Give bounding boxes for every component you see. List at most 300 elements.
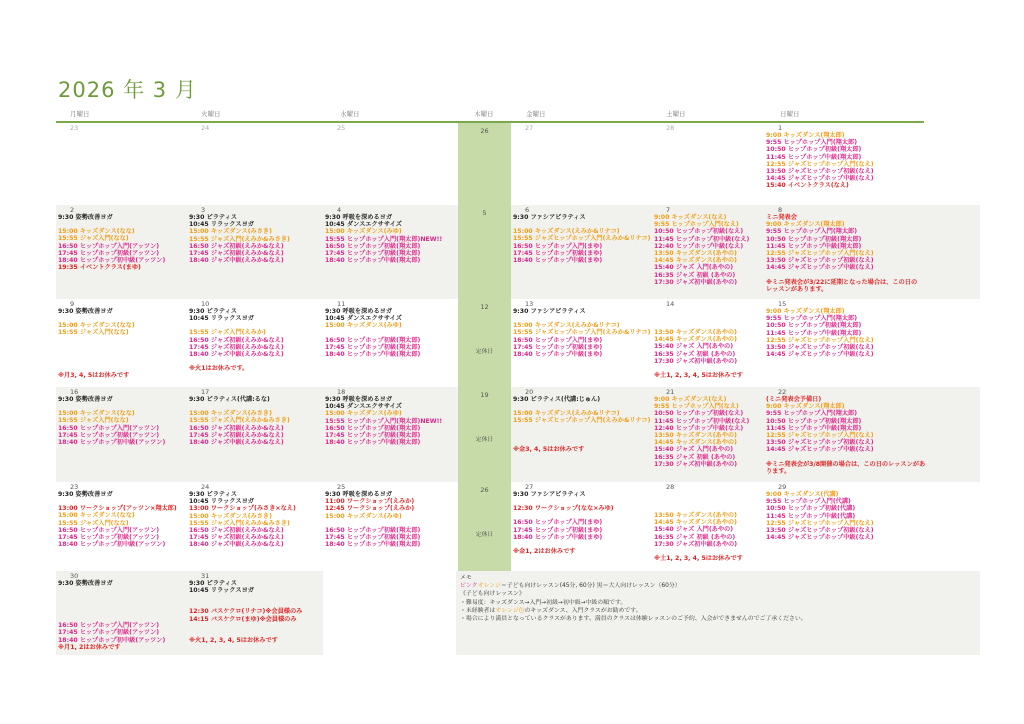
lesson-line: 9:55 ヒップホップ入門(翔太郎): [766, 139, 858, 147]
lesson-line: 16:50 ヒップホップ入門(アッツン): [58, 424, 160, 432]
lesson-line: 15:00 キッズダンス(なな): [58, 322, 135, 330]
spacer: [58, 608, 185, 615]
lesson-line: 16:50 ジャズ初級(えみか&なえ): [189, 336, 284, 344]
memo-note-beginner-pre: ・未経験者は: [460, 607, 496, 614]
legend-text: ＝子ども向けレッスン(45分, 60分) 黒＝大人向けレッスン（60分）: [500, 583, 681, 590]
lesson-line: 16:50 ヒップホップ初級(翔太郎): [325, 526, 421, 534]
day-cell: [323, 123, 458, 205]
lesson-line: 16:35 ジャズ 初級 (あやの): [654, 453, 736, 461]
lesson-line: 12:55 ジャズヒップホップ入門(なえ): [766, 336, 874, 344]
legend-orange: オレンジ: [477, 583, 501, 590]
day-cell: [652, 205, 764, 299]
memo-subheading: 《子ども向けレッスン》: [460, 591, 525, 598]
lesson-line: 15:55 ヒップホップ入門(翔太郎)NEW!!: [325, 235, 443, 243]
lesson-line: 13:50 ジャズヒップホップ初級(なえ): [766, 257, 874, 265]
lesson-line: 16:35 ジャズ 初級 (あやの): [654, 350, 736, 358]
day-number: 30: [70, 572, 79, 580]
day-number: 21: [666, 388, 675, 396]
day-number: 20: [525, 388, 534, 396]
day-cell: [187, 571, 323, 655]
lesson-line: 10:50 ヒップホップ初級(なえ): [654, 228, 744, 236]
lesson-line: 10:45 ダンスエクササイズ: [325, 221, 402, 229]
lesson-line: 14:45 ジャズヒップホップ中級(なえ): [766, 446, 874, 454]
day-number: 13: [525, 300, 534, 308]
day-number: 16: [70, 388, 79, 396]
lesson-line: 13:50 ジャズヒップホップ初級(なえ): [766, 439, 874, 447]
lesson-line: 13:50 キッズダンス(あやの): [654, 250, 737, 258]
day-cell: [511, 482, 652, 571]
lesson-line: 10:50 ヒップホップ初級(代講): [766, 505, 856, 513]
lesson-line: 18:40 ヒップホップ中級(翔太郎): [325, 439, 421, 447]
lesson-line: 18:40 ヒップホップ中級(翔太郎): [325, 351, 421, 359]
notice-line: ※月1, 2はお休みです: [58, 643, 121, 651]
day-number: 27: [525, 124, 534, 132]
lesson-line: 9:00 キッズダンス(翔太郎): [766, 221, 845, 229]
day-number: 24: [201, 124, 210, 132]
day-number: 28: [666, 124, 675, 132]
day-cell: [56, 123, 187, 205]
lesson-line: 9:55 ヒップホップ入門(翔太郎): [766, 228, 858, 236]
notice-line: ※月3, 4, 5はお休みです: [58, 371, 130, 379]
lesson-line: 15:55 ジャズヒップホップ入門(えみか&リナコ): [513, 417, 651, 425]
notice-line: ※火1, 2, 3, 4, 5はお休みです: [189, 636, 278, 644]
lesson-line: 15:55 ジャズ入門(なな): [58, 519, 129, 527]
spacer: [766, 454, 978, 461]
lesson-line: 15:00 キッズダンス(みゆ): [325, 512, 402, 520]
day-number: 29: [778, 483, 787, 491]
lesson-line: 18:40 ジャズ中級(えみか&なえ): [189, 257, 284, 265]
lesson-line: 15:55 ジャズ入門(えみか&みさき): [189, 519, 290, 527]
lesson-line: 17:30 ジャズ初中級(あやの): [654, 540, 738, 548]
day-number: 9: [70, 300, 75, 308]
day-number: 7: [666, 206, 671, 214]
lesson-line: 9:30 呼吸を深めるヨガ: [325, 308, 393, 315]
lesson-line: 16:50 ヒップホップ入門(アッツン): [58, 242, 160, 250]
lesson-line: 12:40 ヒップホップ中級(なえ): [654, 424, 744, 432]
lesson-line: 13:50 ジャズヒップホップ初級(なえ): [766, 344, 874, 352]
lesson-line: 9:30 ピラティス(代講:じゅん): [513, 396, 601, 403]
day-number: 4: [337, 206, 342, 214]
lesson-line: 17:45 ヒップホップ初級(アッツン): [58, 629, 160, 637]
day-cell: [511, 299, 652, 387]
day-cell: [56, 482, 187, 571]
day-cell: [652, 299, 764, 387]
spacer: [654, 308, 762, 315]
day-number: 10: [201, 300, 210, 308]
day-number: 5: [482, 209, 487, 217]
day-number: 1: [778, 124, 783, 132]
day-number: 2: [70, 206, 75, 214]
day-cell: [187, 482, 323, 571]
lesson-line: 15:55 ジャズヒップホップ入門(えみか&リナコ): [513, 235, 651, 243]
lesson-line: 13:50 ジャズヒップホップ初級(なえ): [766, 168, 874, 176]
lesson-line: 15:55 ジャズ入門(なな): [58, 235, 129, 243]
lesson-line: 13:50 キッズダンス(あやの): [654, 329, 737, 336]
weekday-label: 月曜日: [70, 110, 90, 118]
page-title: 2026 年 3 月: [58, 78, 197, 102]
day-number: 15: [778, 300, 787, 308]
lesson-line: 9:30 ファシアピラティス: [513, 214, 586, 221]
lesson-line: 18:40 ヒップホップ中級(まゆ): [513, 257, 603, 265]
lesson-line: 16:50 ヒップホップ入門(まゆ): [513, 336, 603, 344]
day-number: 25: [337, 483, 346, 491]
lesson-line: 17:45 ヒップホップ初級(翔太郎): [325, 432, 421, 440]
lesson-line: 14:45 ジャズヒップホップ中級(なえ): [766, 534, 874, 542]
lesson-line: 17:45 ヒップホップ初級(まゆ): [513, 526, 603, 534]
lesson-line: 9:30 ピラティス(代講:るな): [189, 396, 270, 403]
lesson-line: 17:45 ヒップホップ初級(まゆ): [513, 249, 603, 257]
closed-label: 定休日: [475, 349, 494, 355]
lesson-line: 16:50 ヒップホップ初級(翔太郎): [325, 336, 421, 344]
day-cell: [764, 387, 980, 482]
notice-line: 19:35 イベントクラス(まゆ): [58, 264, 141, 272]
weekday-label: 木曜日: [474, 110, 494, 118]
day-cell: [764, 123, 980, 205]
notice-line: ※土1, 2, 3, 4, 5はお休みです: [654, 372, 743, 380]
spacer: [58, 344, 185, 351]
memo-note-beginner-post: のキッズダンス、入門クラスがお勧めです。: [524, 607, 642, 614]
weekday-label: 水曜日: [340, 110, 360, 118]
spacer: [654, 365, 762, 372]
day-number: 6: [525, 206, 530, 214]
memo-note-beginner-orange: オレンジ色: [495, 607, 525, 614]
day-number: 26: [480, 127, 489, 135]
day-cell: [187, 123, 323, 205]
lesson-line: 9:00 キッズダンス(翔太郎): [766, 403, 845, 411]
day-number: 8: [778, 206, 783, 214]
lesson-line: 16:50 ヒップホップ初級(翔太郎): [325, 424, 421, 432]
spacer: [325, 520, 456, 527]
spacer: [654, 315, 762, 322]
lesson-line: 14:45 ジャズヒップホップ中級(なえ): [766, 351, 874, 359]
lesson-line: 13:50 ジャズヒップホップ初級(なえ): [766, 527, 874, 535]
memo-note-difficulty: ・難易度：キッズダンス→入門→初級→初中級→中級の順です。: [460, 599, 627, 606]
lesson-line: 18:40 ヒップホップ中級(翔太郎): [325, 257, 421, 265]
lesson-line: 15:00 キッズダンス(みゆ): [325, 322, 402, 330]
lesson-line: 14:45 キッズダンス(あやの): [654, 257, 737, 265]
day-cell: [764, 482, 980, 571]
lesson-line: 15:55 ヒップホップ入門(翔太郎)NEW!!: [325, 417, 443, 425]
spacer: [58, 601, 185, 608]
day-number: 12: [480, 303, 489, 311]
lesson-line: 18:40 ヒップホップ中級(まゆ): [513, 533, 603, 541]
lesson-line: 10:45 リラックスヨガ: [189, 498, 254, 506]
lesson-line: 9:55 ヒップホップ入門(なえ): [654, 221, 739, 229]
lesson-line: 10:45 リラックスヨガ: [189, 587, 254, 595]
day-cell: [511, 123, 652, 205]
lesson-line: 15:00 キッズダンス(えみか&リナコ): [513, 322, 620, 330]
day-cell: [652, 482, 764, 571]
lesson-line: 18:40 ヒップホップ中級(翔太郎): [325, 541, 421, 549]
lesson-line: 11:45 ヒップホップ中級(翔太郎): [766, 424, 862, 432]
spacer: [654, 548, 762, 555]
lesson-line: 14:45 ジャズヒップホップ中級(なえ): [766, 175, 874, 183]
spacer: [513, 432, 650, 439]
lesson-line: 9:30 姿勢改善ヨガ: [58, 491, 113, 498]
lesson-line: 11:45 ヒップホップ中級(翔太郎): [766, 153, 862, 161]
memo-legend: [460, 582, 976, 590]
day-cell: [764, 205, 980, 299]
notice-line: 12:30 バスケクロ(リナコ)※会員様のみ: [189, 608, 303, 616]
day-cell: [458, 482, 511, 571]
lesson-line: 9:30 姿勢改善ヨガ: [58, 580, 113, 587]
weekday-header: [56, 109, 924, 121]
lesson-line: 13:50 キッズダンス(あやの): [654, 432, 737, 440]
day-cell: [764, 299, 980, 387]
lesson-line: 17:30 ジャズ初中級(あやの): [654, 460, 738, 468]
notice-line: 14:15 バスケクロ(まゆ)※会員様のみ: [189, 615, 297, 623]
day-number: 11: [337, 300, 346, 308]
lesson-line: 14:45 キッズダンス(あやの): [654, 439, 737, 447]
lesson-line: 14:45 キッズダンス(あやの): [654, 336, 737, 344]
lesson-line: 16:50 ヒップホップ初級(翔太郎): [325, 242, 421, 250]
lesson-line: 16:50 ジャズ初級(えみか&なえ): [189, 424, 284, 432]
lesson-line: 9:30 ファシアピラティス: [513, 491, 586, 498]
lesson-line: 17:30 ジャズ初中級(あやの): [654, 357, 738, 365]
day-cell: [323, 482, 458, 571]
lesson-line: 14:45 ジャズヒップホップ中級(なえ): [766, 264, 874, 272]
lesson-line: 9:30 姿勢改善ヨガ: [58, 396, 113, 403]
spacer: [58, 358, 185, 365]
weekday-label: 土曜日: [666, 110, 686, 118]
day-cell: [323, 299, 458, 387]
spacer: [654, 498, 762, 505]
notice-line: ります。: [766, 467, 791, 475]
spacer: [513, 425, 650, 432]
lesson-line: 16:50 ジャズ初級(えみか&なえ): [189, 242, 284, 250]
lesson-line: 15:00 キッズダンス(えみか&リナコ): [513, 228, 620, 236]
spacer: [58, 337, 185, 344]
day-number: 18: [337, 388, 346, 396]
lesson-line: 17:45 ヒップホップ初級(翔太郎): [325, 250, 421, 258]
day-cell: [458, 205, 511, 299]
day-cell: [187, 299, 323, 387]
day-number: 22: [778, 388, 787, 396]
lesson-line: 17:45 ジャズ初級(えみか&なえ): [189, 343, 284, 351]
spacer: [189, 623, 321, 630]
lesson-line: 12:55 ジャズヒップホップ入門(なえ): [766, 432, 874, 440]
lesson-line: 16:50 ヒップホップ入門(アッツン): [58, 622, 160, 630]
lesson-line: 11:45 ヒップホップ初中級(なえ): [654, 417, 750, 425]
day-cell: [56, 205, 187, 299]
notice-line: 13:00 ワークショップ(アッツン×翔太郎): [58, 505, 177, 513]
spacer: [58, 594, 185, 601]
weekday-label: 火曜日: [201, 110, 221, 118]
lesson-line: 10:45 リラックスヨガ: [189, 221, 254, 229]
lesson-line: 9:30 ピラティス: [189, 491, 237, 498]
lesson-line: 18:40 ジャズ中級(えみか&なえ): [189, 541, 284, 549]
day-cell: [511, 205, 652, 299]
lesson-line: 9:30 呼吸を深めるヨガ: [325, 214, 393, 221]
lesson-line: 9:00 キッズダンス(翔太郎): [766, 132, 845, 139]
lesson-line: 18:40 ヒップホップ初中級(アッツン): [58, 439, 166, 447]
lesson-line: 11:45 ヒップホップ初中級(なえ): [654, 235, 750, 243]
spacer: [189, 630, 321, 637]
lesson-line: 15:55 ジャズ入門(なな): [58, 329, 129, 337]
lesson-line: 17:45 ヒップホップ初級(翔太郎): [325, 343, 421, 351]
lesson-line: 9:30 ファシアピラティス: [513, 308, 586, 315]
day-number: 14: [666, 300, 675, 308]
lesson-line: 18:40 ヒップホップ初中級(アッツン): [58, 257, 166, 265]
lesson-line: 10:45 ダンスエクササイズ: [325, 403, 402, 411]
lesson-line: 18:40 ヒップホップ初中級(アッツン): [58, 636, 166, 644]
notice-line: ※金3, 4, 5はお休みです: [513, 445, 585, 453]
lesson-line: 15:00 キッズダンス(みさき): [189, 512, 272, 520]
day-cell: [458, 387, 511, 482]
spacer: [58, 365, 185, 372]
lesson-line: 12:40 ヒップホップ中級(なえ): [654, 242, 744, 250]
closed-label: 定休日: [475, 437, 494, 443]
spacer: [766, 272, 978, 279]
day-cell: [56, 387, 187, 482]
lesson-line: 17:30 ジャズ初中級(あやの): [654, 278, 738, 286]
spacer: [654, 491, 762, 498]
day-number: 17: [201, 388, 210, 396]
lesson-line: 15:00 キッズダンス(みゆ): [325, 410, 402, 418]
day-cell: [56, 299, 187, 387]
day-cell: [187, 387, 323, 482]
lesson-line: 15:55 ジャズ入門(えみか&みさき): [189, 417, 290, 425]
lesson-line: 9:30 呼吸を深めるヨガ: [325, 396, 393, 403]
spacer: [58, 587, 185, 594]
day-cell: [652, 387, 764, 482]
lesson-line: 18:40 ヒップホップ中級(まゆ): [513, 351, 603, 359]
lesson-line: 16:50 ヒップホップ入門(まゆ): [513, 519, 603, 527]
lesson-line: 9:55 ヒップホップ入門(翔太郎): [766, 410, 858, 418]
lesson-line: 10:45 ダンスエクササイズ: [325, 315, 402, 323]
lesson-line: 18:40 ジャズ中級(えみか&なえ): [189, 351, 284, 359]
memo-heading: メモ: [460, 575, 472, 581]
lesson-line: 16:35 ジャズ 初級 (あやの): [654, 271, 736, 279]
spacer: [189, 594, 321, 601]
notice-line: ※金1, 2はお休みです: [513, 548, 576, 556]
spacer: [654, 322, 762, 329]
lesson-line: 9:00 キッズダンス(翔太郎): [766, 308, 845, 315]
lesson-line: 12:55 ジャズヒップホップ入門(なえ): [766, 160, 874, 168]
day-cell: [458, 299, 511, 387]
day-cell: [56, 571, 187, 655]
notice-line: 12:30 ワークショップ(なな×みゆ): [513, 505, 614, 513]
memo-note-beginner: [460, 607, 976, 615]
notice-line: ※火1はお休みです。: [189, 365, 249, 373]
lesson-line: 15:40 ジャズ 入門(あやの): [654, 526, 734, 534]
lesson-line: 15:40 ジャズ 入門(あやの): [654, 264, 734, 272]
lesson-line: 15:55 ジャズ入門(えみか&みさき): [189, 235, 290, 243]
lesson-line: 18:40 ジャズ中級(えみか&なえ): [189, 439, 284, 447]
lesson-line: 12:55 ジャズヒップホップ入門(なえ): [766, 250, 874, 258]
lesson-line: 13:50 キッズダンス(あやの): [654, 512, 737, 519]
spacer: [513, 541, 650, 548]
lesson-line: 17:45 ヒップホップ初級(まゆ): [513, 343, 603, 351]
lesson-line: 9:30 ピラティス: [189, 580, 237, 587]
lesson-line: 15:00 キッズダンス(みゆ): [325, 228, 402, 236]
lesson-line: 9:30 ピラティス: [189, 214, 237, 221]
lesson-line: 17:45 ヒップホップ初級(翔太郎): [325, 534, 421, 542]
lesson-line: 15:00 キッズダンス(なな): [58, 410, 135, 418]
day-number: 3: [201, 206, 206, 214]
closed-label: 定休日: [475, 532, 494, 538]
lesson-line: 10:50 ヒップホップ初級(翔太郎): [766, 322, 862, 330]
lesson-line: 10:50 ヒップホップ初級(翔太郎): [766, 235, 862, 243]
day-cell: [323, 387, 458, 482]
day-cell: [458, 123, 511, 205]
day-number: 24: [201, 483, 210, 491]
spacer: [325, 330, 456, 337]
weekday-label: 日曜日: [780, 110, 800, 118]
lesson-line: 11:45 ヒップホップ中級(翔太郎): [766, 329, 862, 337]
day-number: 28: [666, 483, 675, 491]
lesson-line: 16:50 ヒップホップ入門(アッツン): [58, 526, 160, 534]
lesson-line: 9:30 姿勢改善ヨガ: [58, 308, 113, 315]
lesson-line: 10:50 ヒップホップ初級(なえ): [654, 410, 744, 418]
lesson-line: 10:50 ヒップホップ初級(翔太郎): [766, 417, 862, 425]
notice-line: ※土1, 2, 3, 4, 5はお休みです: [654, 555, 743, 563]
lesson-line: 15:00 キッズダンス(なな): [58, 228, 135, 236]
lesson-line: 9:55 ヒップホップ入門(翔太郎): [766, 315, 858, 323]
notice-line: 11:00 ワークショップ(えみか): [325, 498, 415, 506]
day-number: 26: [480, 486, 489, 494]
lesson-line: 15:55 ジャズ入門(なな): [58, 417, 129, 425]
memo-note-full: ・場合により満員となっているクラスがあります。満員のクラスは体験レッスンのご予約、入会ができませんのでご了承ください。: [460, 616, 807, 623]
notice-line: 12:45 ワークショップ(えみか): [325, 505, 415, 513]
lesson-line: 10:45 リラックスヨガ: [189, 315, 254, 323]
day-cell: [652, 123, 764, 205]
lesson-line: 16:50 ヒップホップ入門(まゆ): [513, 242, 603, 250]
lesson-line: 17:45 ジャズ初級(えみか&なえ): [189, 534, 284, 542]
day-cell: [187, 205, 323, 299]
notice-line: 13:00 ワークショップ(みさき×なえ): [189, 505, 296, 513]
lesson-line: 14:45 キッズダンス(あやの): [654, 519, 737, 527]
spacer: [513, 439, 650, 446]
lesson-line: 18:40 ヒップホップ初中級(アッツン): [58, 541, 166, 549]
lesson-line: 12:55 ジャズヒップホップ入門(なえ): [766, 519, 874, 527]
lesson-line: 15:00 キッズダンス(なな): [58, 512, 135, 520]
lesson-line: 17:45 ジャズ初級(えみか&なえ): [189, 250, 284, 258]
lesson-line: 11:45 ヒップホップ中級(代講): [766, 512, 856, 520]
day-number: 23: [70, 483, 79, 491]
lesson-line: 9:30 呼吸を深めるヨガ: [325, 491, 393, 498]
day-number: 25: [337, 124, 346, 132]
lesson-line: 11:45 ヒップホップ中級(翔太郎): [766, 242, 862, 250]
lesson-line: 9:00 キッズダンス(代講): [766, 491, 839, 498]
lesson-line: 15:40 ジャズ 入門(あやの): [654, 343, 734, 351]
spacer: [58, 351, 185, 358]
day-number: 23: [70, 124, 79, 132]
lesson-line: 17:45 ヒップホップ初級(アッツン): [58, 431, 160, 439]
notice-line: (ミニ発表会予備日): [766, 396, 822, 403]
lesson-line: 9:00 キッズダンス(なえ): [654, 214, 727, 221]
lesson-line: 15:40 ジャズ 入門(あやの): [654, 446, 734, 454]
notice-line: ※ミニ発表会が3/8開催の場合は、この日のレッスンがあ: [766, 460, 926, 468]
notice-line: ※ミニ発表会が3/22に延期となった場合は、この日の: [766, 278, 918, 286]
notice-line: ミニ発表会: [766, 214, 797, 221]
lesson-line: 17:45 ヒップホップ初級(アッツン): [58, 534, 160, 542]
lesson-line: 9:55 ヒップホップ入門(なえ): [654, 403, 739, 411]
lesson-line: 15:00 キッズダンス(みさき): [189, 410, 272, 418]
notice-line: 15:40 イベントクラス(なえ): [766, 182, 849, 190]
legend-pink: ピンク: [460, 583, 478, 590]
lesson-line: 15:55 ジャズ入門(えみか): [189, 329, 266, 337]
lesson-line: 10:50 ヒップホップ初級(翔太郎): [766, 146, 862, 154]
day-number: 27: [525, 483, 534, 491]
lesson-line: 17:45 ヒップホップ初級(アッツン): [58, 249, 160, 257]
lesson-line: 17:45 ジャズ初級(えみか&なえ): [189, 431, 284, 439]
lesson-line: 15:00 キッズダンス(えみか&リナコ): [513, 410, 620, 418]
lesson-line: 15:55 ジャズヒップホップ入門(えみか&リナコ): [513, 329, 651, 337]
day-cell: [511, 387, 652, 482]
lesson-line: 9:30 姿勢改善ヨガ: [58, 214, 113, 221]
spacer: [654, 505, 762, 512]
